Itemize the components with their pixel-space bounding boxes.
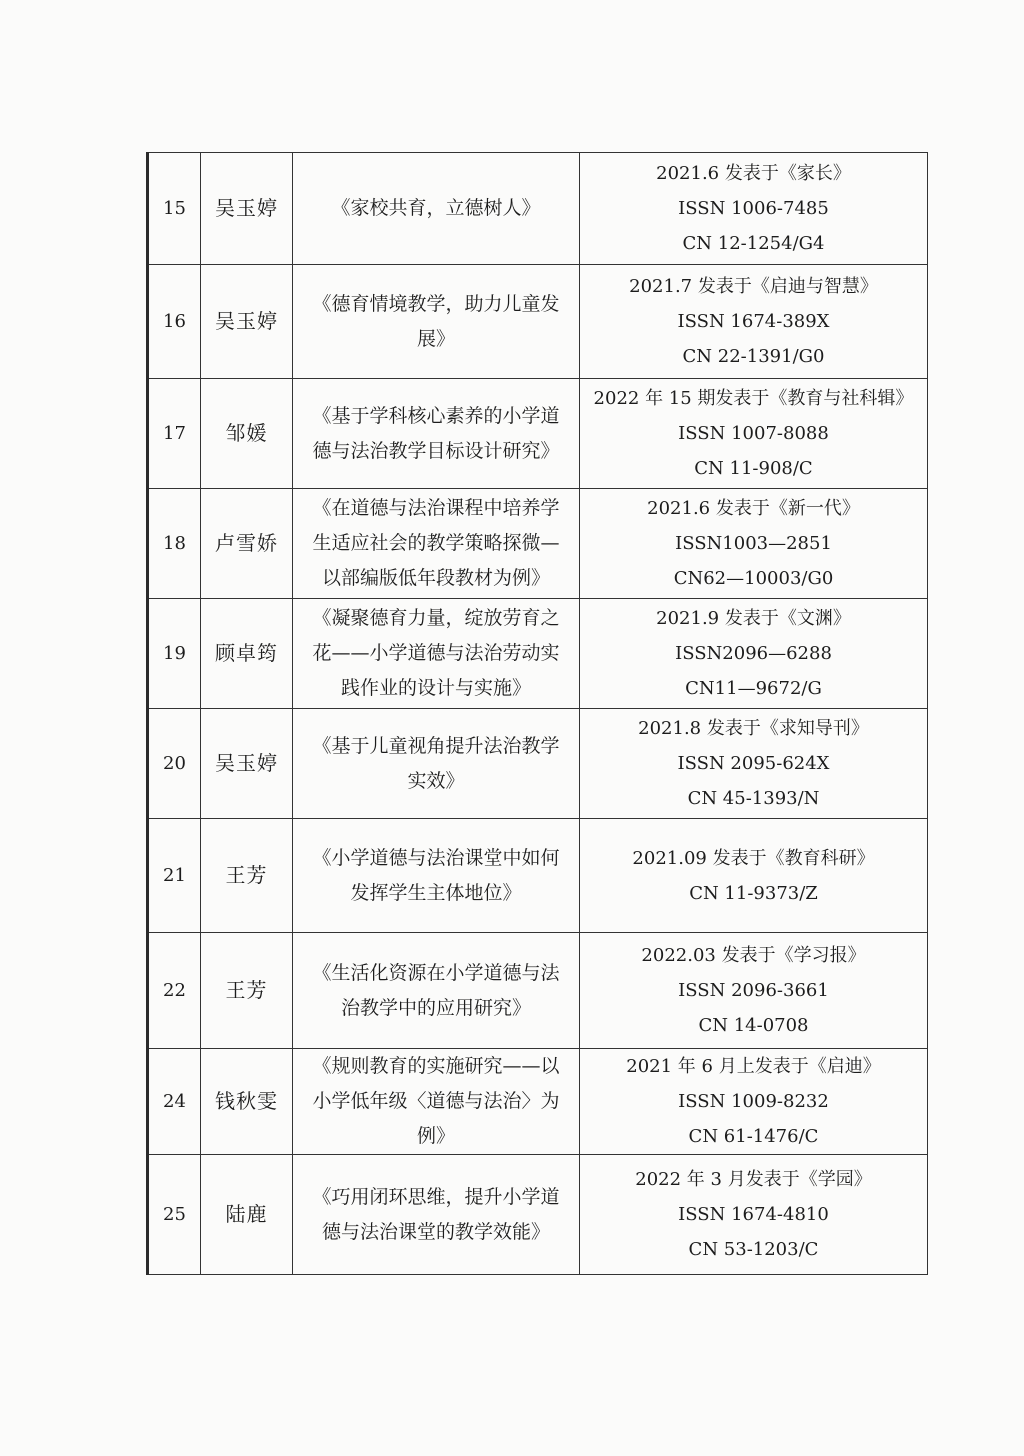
table-row [148,153,928,265]
publication-info [580,265,928,379]
title-line: 《凝聚德育力量，绽放劳育之 [312,607,560,629]
author-name: 吴玉婷 [201,709,293,819]
author-name: 卢雪娇 [201,489,293,599]
publication-line: ISSN 1009-8232 [678,1091,829,1112]
publication-line: CN 12-1254/G4 [682,233,825,254]
publication-line: 2022.03 发表于《学习报》 [641,945,866,966]
paper-title [293,709,580,819]
row-number: 20 [148,709,201,819]
publication-line: ISSN 1674-4810 [678,1204,829,1225]
author-name: 邹媛 [201,379,293,489]
title-line: 德与法治课堂的教学效能》 [321,1220,550,1243]
publication-line: 2022 年 3 月发表于《学园》 [635,1169,872,1190]
title-line: 德与法治教学目标设计研究》 [312,439,560,462]
publication-info [580,599,928,709]
title-line: 践作业的设计与实施》 [340,677,531,699]
paper-title [293,599,580,709]
row-number: 17 [148,379,201,489]
title-line: 例》 [416,1125,455,1147]
title-line: 小学低年级〈道德与法治〉为 [312,1090,560,1112]
table-row [148,1155,928,1275]
publication-info [580,489,928,599]
table-row [148,819,928,933]
publication-line: CN 22-1391/G0 [682,346,825,367]
publication-line: ISSN 1006-7485 [678,198,829,219]
row-number: 16 [148,265,201,379]
publication-info [580,1155,928,1275]
publication-line: 2021.9 发表于《文渊》 [656,608,851,629]
publication-line: CN 14-0708 [698,1015,809,1036]
row-number: 25 [148,1155,201,1275]
title-line: 展》 [416,327,455,350]
author-name: 钱秋雯 [201,1049,293,1155]
publication-info [580,153,928,265]
publication-line: ISSN 2096-3661 [678,980,829,1001]
title-line: 《小学道德与法治课堂中如何 [312,846,560,869]
table-row [148,1049,928,1155]
paper-title [293,1049,580,1155]
publication-line: CN 45-1393/N [687,788,820,809]
paper-title [293,819,580,933]
title-line: 以部编版低年段教材为例》 [321,567,550,589]
title-line: 《基于学科核心素养的小学道 [312,404,560,427]
author-name: 王芳 [201,933,293,1049]
publication-line: 2021.09 发表于《教育科研》 [632,847,875,869]
title-line: 《生活化资源在小学道德与法 [312,961,560,984]
title-line: 《德育情境教学，助力儿童发 [312,292,560,315]
publication-info [580,709,928,819]
paper-title [293,933,580,1049]
publication-line: CN62—10003/G0 [673,568,834,589]
publication-info [580,933,928,1049]
publication-line: CN 11-9373/Z [689,882,818,904]
publication-line: ISSN1003—2851 [675,533,832,554]
publication-line: ISSN 1674-389X [677,311,830,332]
table-row [148,265,928,379]
paper-title [293,489,580,599]
publication-line: 2021.6 发表于《家长》 [656,163,851,184]
author-name: 吴玉婷 [201,265,293,379]
publication-line: 2021.6 发表于《新一代》 [647,498,860,519]
publication-line: ISSN2096—6288 [675,643,832,664]
author-name: 陆鹿 [201,1155,293,1275]
table-row [148,709,928,819]
publication-line: CN 61-1476/C [688,1126,819,1147]
author-name: 吴玉婷 [201,153,293,265]
title-line: 发挥学生主体地位》 [350,881,522,904]
table-row [148,379,928,489]
paper-title [293,153,580,265]
publication-info [580,1049,928,1155]
paper-title [293,1155,580,1275]
publication-line: ISSN 1007-8088 [678,423,829,444]
row-number: 22 [148,933,201,1049]
title-line: 《基于儿童视角提升法治教学 [312,734,560,757]
paper-title [293,379,580,489]
row-number: 18 [148,489,201,599]
author-name: 顾卓筠 [201,599,293,709]
publication-line: CN 11-908/C [694,458,813,479]
publication-info [580,379,928,489]
publication-line: 2021.7 发表于《启迪与智慧》 [629,276,878,297]
row-number: 19 [148,599,201,709]
table-body [148,153,928,1275]
row-number: 15 [148,153,201,265]
table-row [148,599,928,709]
title-line: 《在道德与法治课程中培养学 [312,497,560,519]
title-line: 花——小学道德与法治劳动实 [312,642,560,664]
title-line: 《规则教育的实施研究——以 [312,1055,560,1077]
publication-line: 2022 年 15 期发表于《教育与社科辑》 [593,388,914,409]
publication-info [580,819,928,933]
title-line: 生适应社会的教学策略探微— [312,532,560,554]
publication-line: 2021.8 发表于《求知导刊》 [638,718,869,739]
row-number: 24 [148,1049,201,1155]
publication-table [146,152,928,1275]
author-name: 王芳 [201,819,293,933]
table-row [148,489,928,599]
title-line: 《巧用闭环思维，提升小学道 [312,1185,560,1208]
row-number: 21 [148,819,201,933]
publication-line: 2021 年 6 月上发表于《启迪》 [626,1056,881,1077]
publication-line: CN11—9672/G [685,678,822,699]
title-line: 实效》 [407,769,465,792]
title-line: 治教学中的应用研究》 [340,996,531,1019]
title-line: 《家校共育，立德树人》 [331,197,541,219]
paper-title [293,265,580,379]
table-row [148,933,928,1049]
publication-line: ISSN 2095-624X [677,753,830,774]
publication-line: CN 53-1203/C [688,1239,819,1260]
